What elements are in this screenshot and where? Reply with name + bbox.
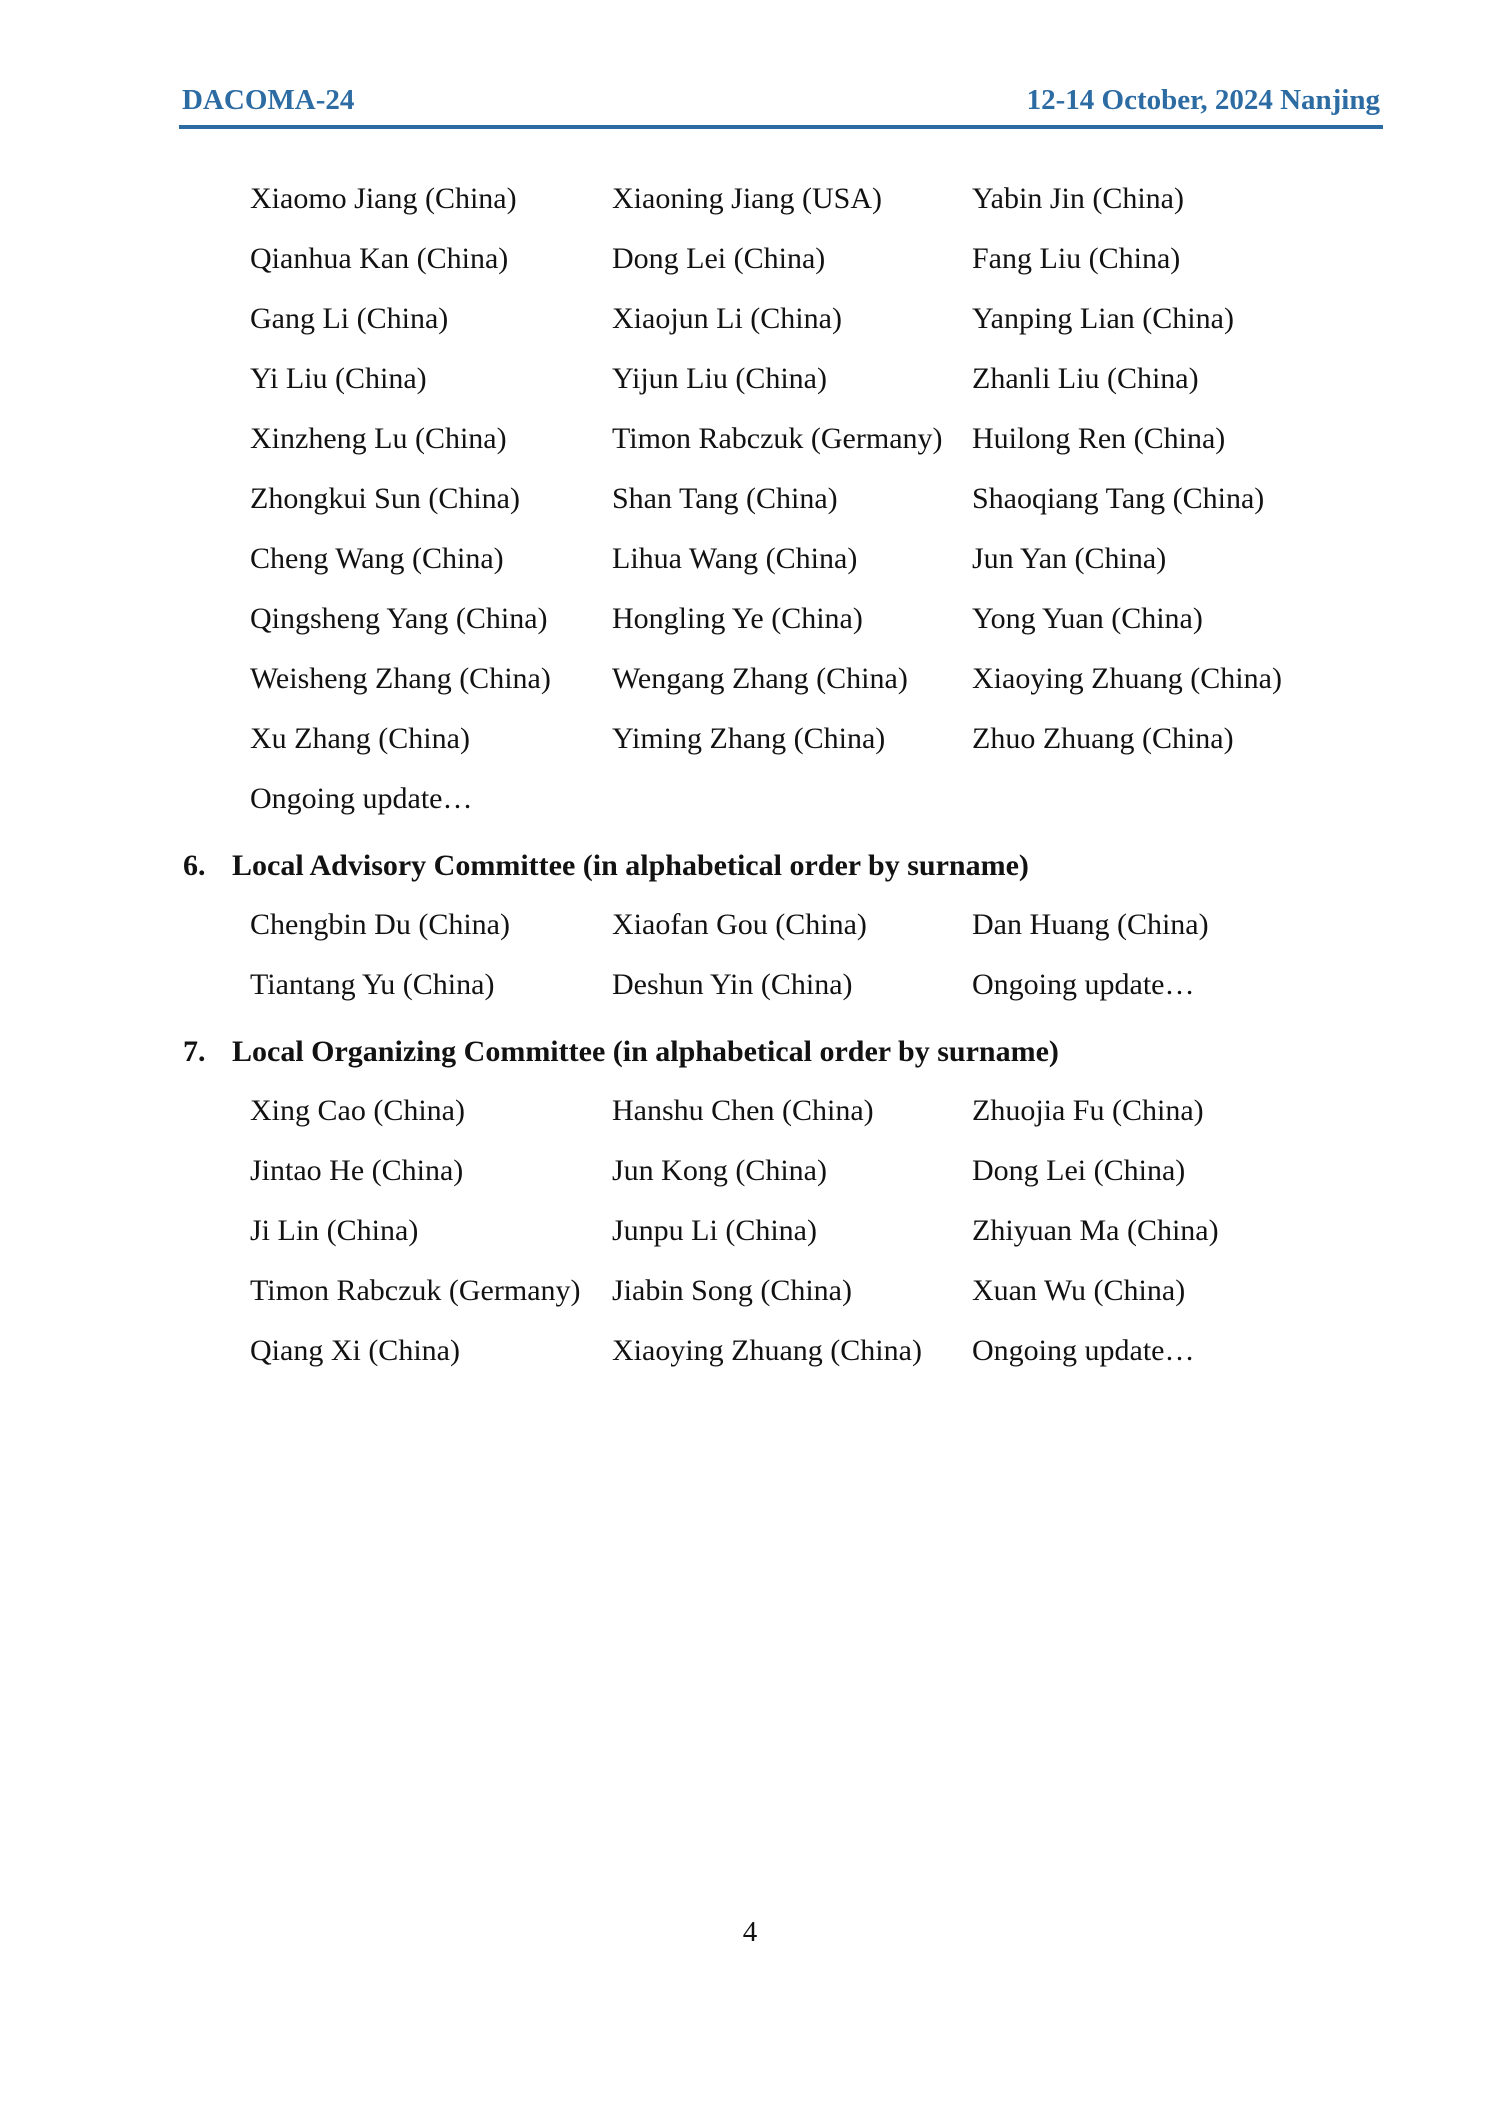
member-name: Wengang Zhang (China)	[612, 662, 908, 695]
member-name: Timon Rabczuk (Germany)	[612, 422, 943, 455]
member-name: Yong Yuan (China)	[972, 602, 1203, 635]
member-name: Yi Liu (China)	[250, 362, 427, 395]
member-name	[972, 769, 1390, 829]
member-name: Gang Li (China)	[250, 302, 449, 335]
member-name: Dan Huang (China)	[972, 908, 1209, 941]
header-conference-title: DACOMA-24	[182, 84, 355, 116]
member-name: Zhuo Zhuang (China)	[972, 722, 1234, 755]
member-name: Zhongkui Sun (China)	[250, 482, 520, 515]
member-name: Chengbin Du (China)	[250, 908, 510, 941]
member-name: Qiang Xi (China)	[250, 1334, 460, 1367]
member-name: Shan Tang (China)	[612, 482, 838, 515]
section-number: 7.	[183, 1035, 206, 1068]
member-name: Shaoqiang Tang (China)	[972, 482, 1265, 515]
member-name: Weisheng Zhang (China)	[250, 662, 551, 695]
member-name: Xu Zhang (China)	[250, 722, 470, 755]
member-name: Fang Liu (China)	[972, 242, 1181, 275]
local-advisory-members-list	[250, 895, 1390, 1015]
member-name: Deshun Yin (China)	[612, 968, 853, 1001]
member-name: Junpu Li (China)	[612, 1214, 817, 1247]
member-name: Xiaofan Gou (China)	[612, 908, 867, 941]
member-name: Yanping Lian (China)	[972, 302, 1234, 335]
section-number: 6.	[183, 849, 206, 882]
member-name: Xuan Wu (China)	[972, 1274, 1186, 1307]
member-name: Ongoing update…	[972, 968, 1195, 1001]
member-name: Xiaoying Zhuang (China)	[972, 662, 1282, 695]
page-header	[179, 0, 1383, 129]
section-title: Local Advisory Committee (in alphabetical order by surname)	[232, 849, 1029, 882]
section-title: Local Organizing Committee (in alphabetical order by surname)	[232, 1035, 1059, 1068]
member-name: Xinzheng Lu (China)	[250, 422, 507, 455]
member-name: Jintao He (China)	[250, 1154, 464, 1187]
member-name: Lihua Wang (China)	[612, 542, 858, 575]
member-name: Hongling Ye (China)	[612, 602, 863, 635]
member-name: Jiabin Song (China)	[612, 1274, 852, 1307]
section-heading-local-organizing	[183, 1031, 1390, 1073]
member-name: Xiaomo Jiang (China)	[250, 182, 517, 215]
member-name: Tiantang Yu (China)	[250, 968, 495, 1001]
member-name: Ongoing update…	[972, 1334, 1195, 1367]
member-name: Yabin Jin (China)	[972, 182, 1184, 215]
local-organizing-members-list	[250, 1081, 1390, 1381]
member-name: Hanshu Chen (China)	[612, 1094, 874, 1127]
section-heading-local-advisory	[183, 845, 1390, 887]
committee-members-continued-list	[250, 169, 1390, 829]
member-name: Qingsheng Yang (China)	[250, 602, 548, 635]
member-name: Cheng Wang (China)	[250, 542, 504, 575]
page-number: 4	[742, 1916, 758, 1948]
member-name: Ongoing update…	[250, 782, 473, 815]
member-name: Ji Lin (China)	[250, 1214, 419, 1247]
member-name: Xiaoying Zhuang (China)	[612, 1334, 922, 1367]
header-date-location: 12-14 October, 2024 Nanjing	[1026, 84, 1380, 116]
member-name: Timon Rabczuk (Germany)	[250, 1274, 581, 1307]
member-name: Huilong Ren (China)	[972, 422, 1226, 455]
member-name: Xiaoning Jiang (USA)	[612, 182, 882, 215]
member-name: Yijun Liu (China)	[612, 362, 827, 395]
member-name: Jun Yan (China)	[972, 542, 1167, 575]
member-name	[612, 769, 972, 829]
member-name: Zhuojia Fu (China)	[972, 1094, 1204, 1127]
member-name: Qianhua Kan (China)	[250, 242, 509, 275]
member-name: Zhiyuan Ma (China)	[972, 1214, 1219, 1247]
member-name: Zhanli Liu (China)	[972, 362, 1199, 395]
page-content	[183, 169, 1390, 1381]
member-name: Dong Lei (China)	[972, 1154, 1186, 1187]
member-name: Yiming Zhang (China)	[612, 722, 886, 755]
member-name: Jun Kong (China)	[612, 1154, 827, 1187]
member-name: Xiaojun Li (China)	[612, 302, 842, 335]
member-name: Xing Cao (China)	[250, 1094, 465, 1127]
member-name: Dong Lei (China)	[612, 242, 826, 275]
